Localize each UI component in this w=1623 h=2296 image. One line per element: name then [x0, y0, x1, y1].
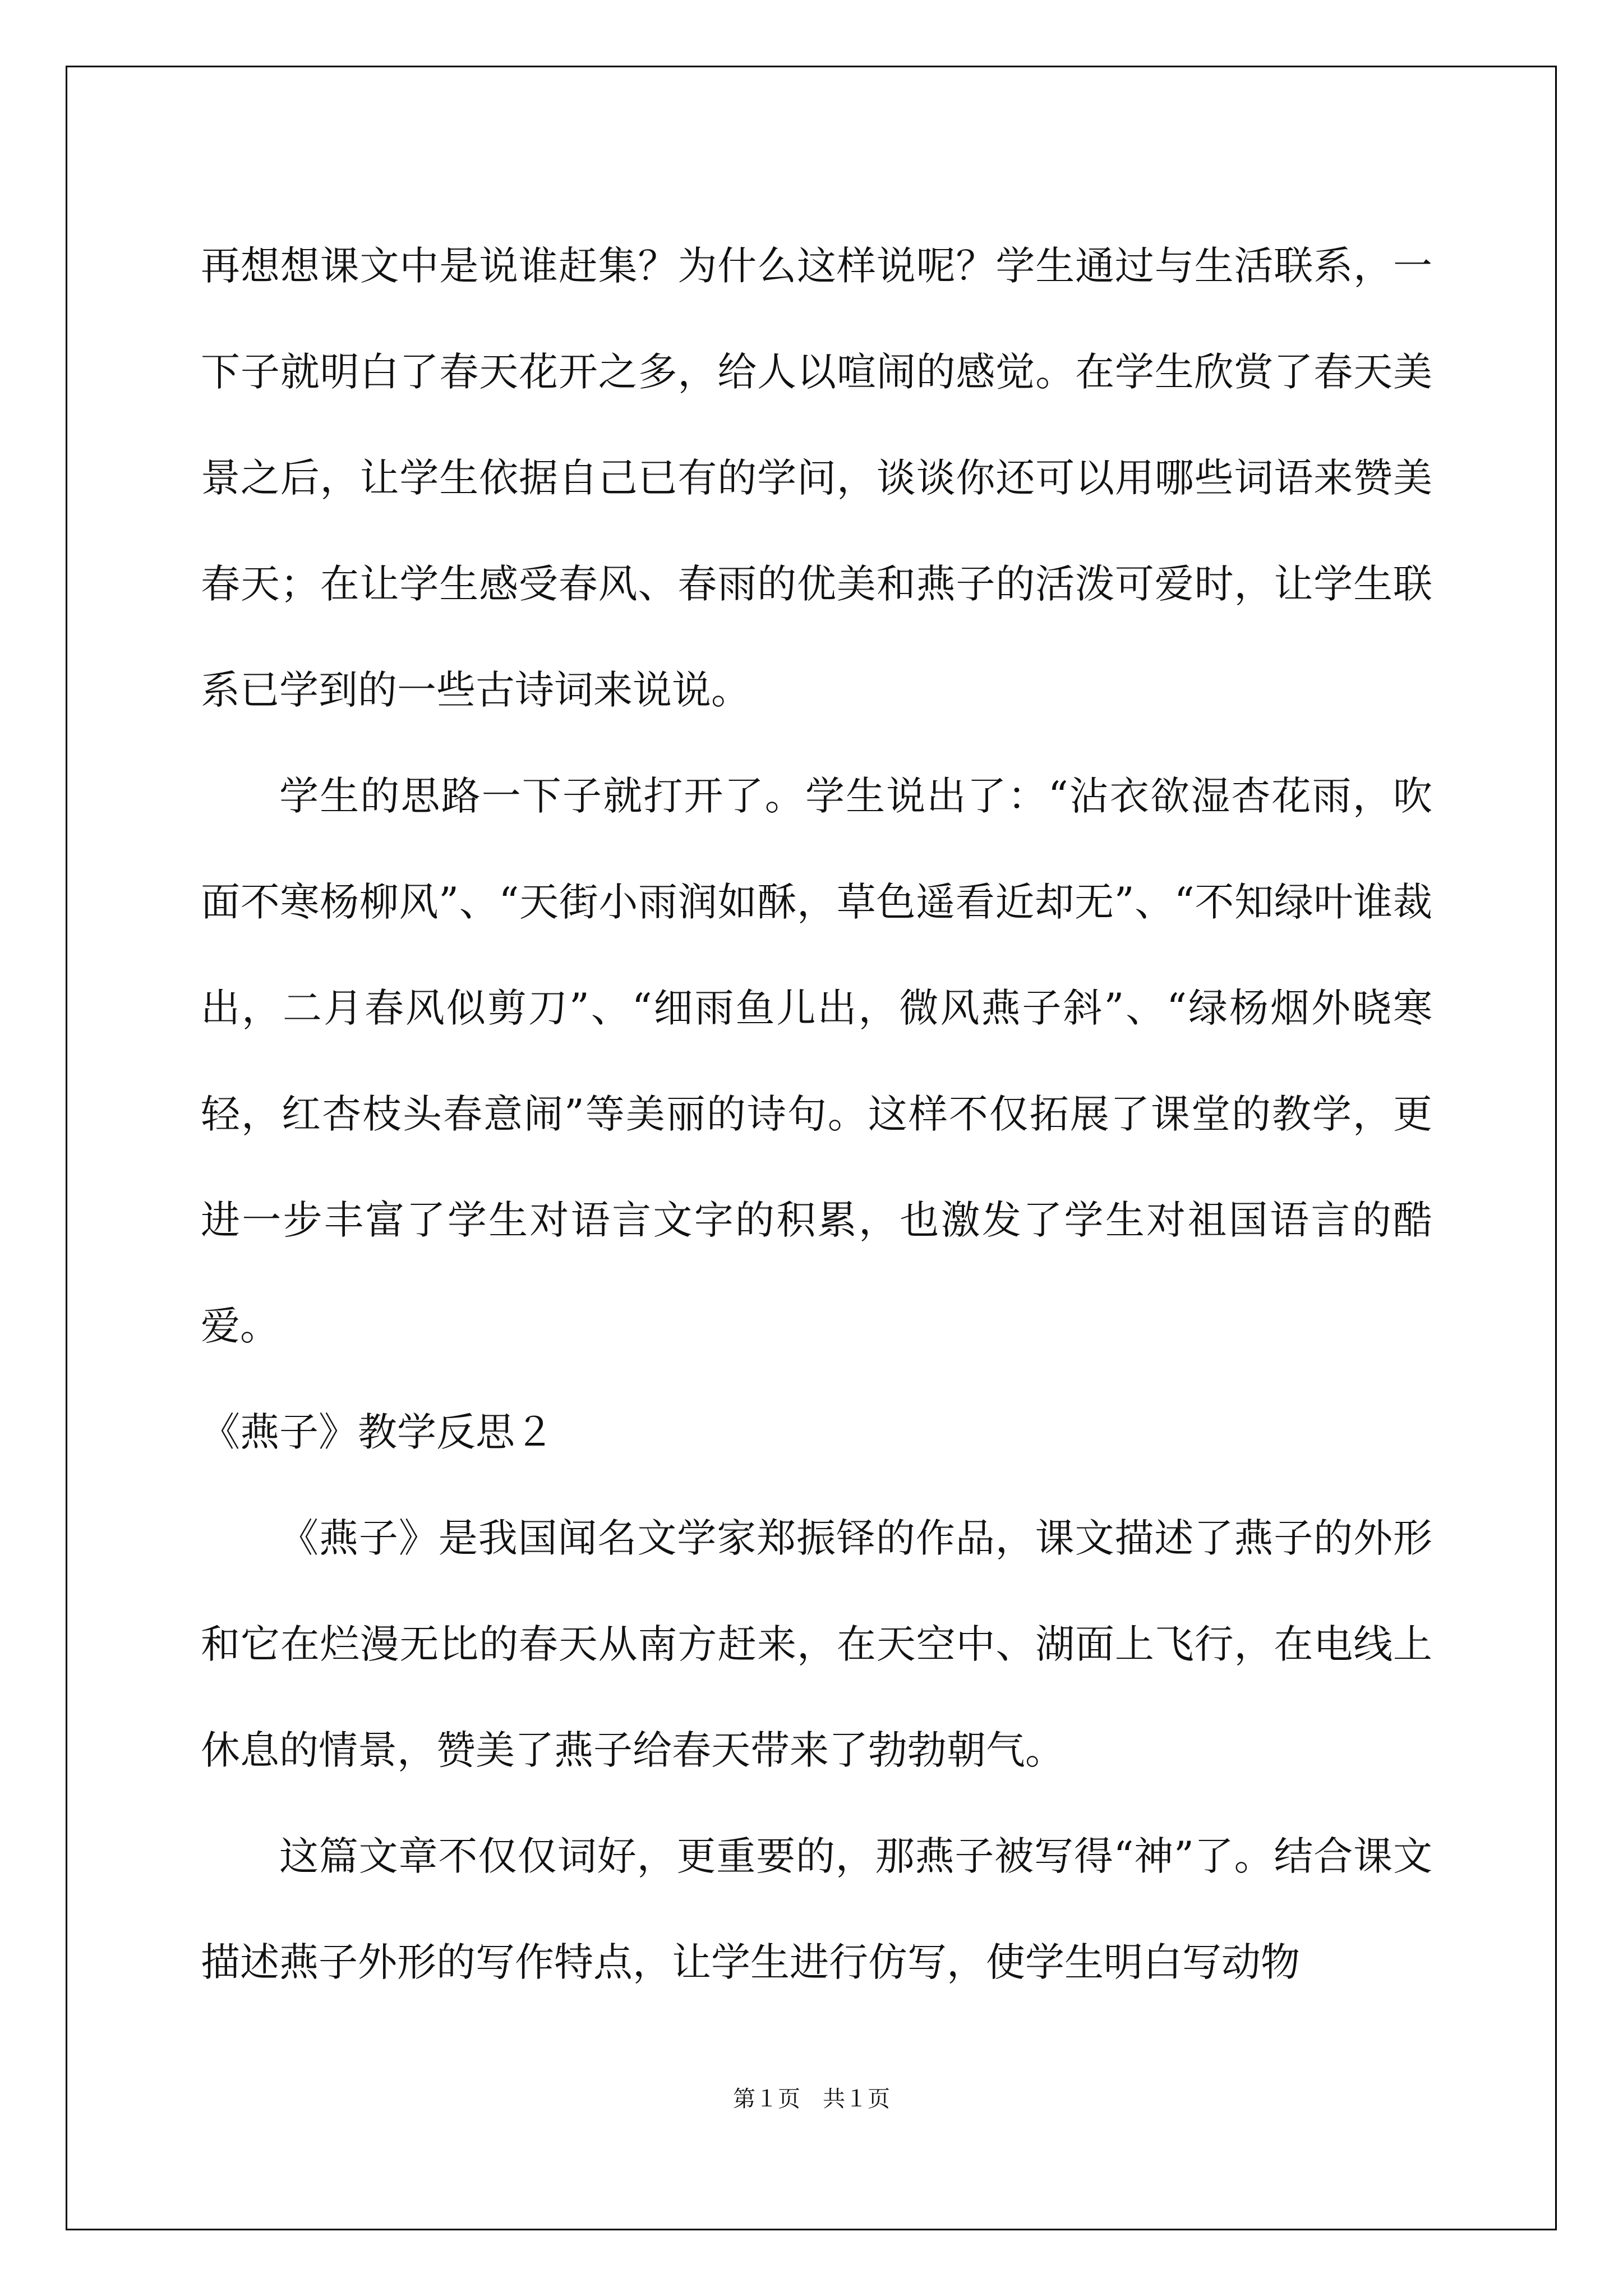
paragraph-4: 这篇文章不仅仅词好，更重要的，那燕子被写得“神”了。结合课文描述燕子外形的写作特点，让学生进行仿写，使学生明白写动物 — [201, 1833, 1432, 1985]
paragraph-2: 学生的思路一下子就打开了。学生说出了：“沾衣欲湿杏花雨，吹面不寒杨柳风”、“天街小雨润如酥，草色遥看近却无”、“不知绿叶谁裁出，二月春风似剪刀”、“细雨鱼儿出，微风燕子斜”、“绿杨烟外晓寒轻，红杏枝头春意闹”等美丽的诗句。这样不仅拓展了课堂的教学，更进一步丰富了学生对语言文字的积累，也激发了学生对祖国语言的酷爱。 — [201, 773, 1432, 1349]
page-footer: 第１页 共１页 — [733, 2086, 890, 2112]
section-title: 《燕子》教学反思２ — [201, 1409, 554, 1455]
document-body — [201, 213, 1432, 2016]
paragraph-1: 再想想课文中是说谁赶集？为什么这样说呢？学生通过与生活联系，一下子就明白了春天花开之多，给人以喧闹的感觉。在学生欣赏了春天美景之后，让学生依据自己已有的学问，谈谈你还可以用哪些词语来赞美春天；在让学生感受春风、春雨的优美和燕子的活泼可爱时，让学生联系已学到的一些古诗词来说说。 — [201, 243, 1432, 713]
paragraph-3: 《燕子》是我国闻名文学家郑振铎的作品，课文描述了燕子的外形和它在烂漫无比的春天从南方赶来，在天空中、湖面上飞行，在电线上休息的情景，赞美了燕子给春天带来了勃勃朝气。 — [201, 1515, 1432, 1773]
